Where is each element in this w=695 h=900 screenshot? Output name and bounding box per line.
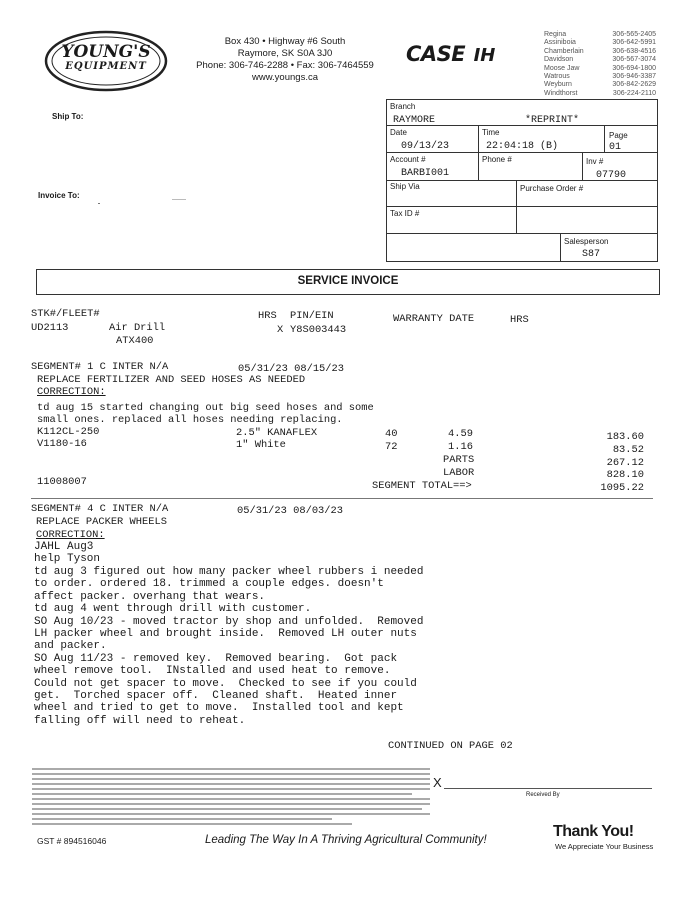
account-label: Account #	[390, 155, 426, 164]
branch-label: Branch	[390, 102, 416, 111]
location-row	[544, 31, 656, 39]
location-city: Davidson	[544, 56, 574, 64]
address-mark	[98, 203, 100, 204]
time-value: 22:04:18 (B)	[486, 141, 559, 152]
reprint-stamp: *REPRINT*	[525, 115, 580, 126]
segment-4-note: Could not get spacer to move. Checked to see if you could	[34, 677, 417, 690]
segment-4-note: wheel and tried to get to move. Installed tool and kept	[34, 702, 404, 715]
segment-4-note: LH packer wheel and brought inside. Removed LH outer nuts	[34, 627, 417, 640]
brand-name: CASE	[406, 42, 466, 66]
page-value: 01	[609, 142, 622, 153]
equipment-model: ATX400	[116, 335, 154, 347]
part-number: V1180-16	[37, 438, 87, 450]
segment-4-note: JAHL Aug3	[34, 541, 94, 553]
labor-total: 828.10	[606, 469, 644, 481]
segment-1-complaint: REPLACE FERTILIZER AND SEED HOSES AS NEEDED	[37, 374, 306, 386]
segment-4-note: get. Torched spacer off. Cleaned shaft. Heated inner	[34, 690, 398, 703]
company-logo	[44, 30, 168, 92]
part-description: 2.5" KANAFLEX	[236, 427, 318, 439]
segment-4-note: td aug 3 figured out how many packer wheel rubbers i needed	[34, 565, 424, 578]
location-phone: 306-842-2629	[612, 81, 656, 89]
segment-4-note: to order. ordered 18. trimmed a couple edges. doesn't	[34, 578, 384, 591]
address-line-1: Box 430 • Highway #6 South	[224, 36, 346, 47]
location-city: Windthorst	[544, 89, 578, 97]
date-label: Date	[390, 128, 407, 137]
part-description: 1" White	[236, 439, 286, 451]
part-line-total: 183.60	[606, 431, 644, 443]
segment-divider	[31, 498, 653, 499]
part-unit-price: 1.16	[448, 441, 473, 453]
pin-number: Y8S003443	[290, 324, 347, 336]
segment-1-note: td aug 15 started changing out big seed hoses and some	[37, 402, 374, 414]
ship-via-label: Ship Via	[390, 182, 420, 191]
segment-total-label: SEGMENT TOTAL==>	[372, 480, 472, 492]
location-city: Chamberlain	[544, 47, 584, 55]
page-label: Page	[609, 131, 628, 140]
salesperson-label: Salesperson	[564, 237, 609, 246]
location-phone: 306-567-3074	[612, 56, 656, 64]
signature-line	[444, 788, 652, 789]
invoice-number-value: 07790	[596, 170, 627, 181]
location-row	[544, 48, 656, 56]
location-row	[544, 39, 656, 47]
segment-4-complaint: REPLACE PACKER WHEELS	[36, 516, 167, 528]
invoice-to-label: Invoice To:	[38, 191, 80, 200]
document-title: SERVICE INVOICE	[297, 275, 399, 287]
location-city: Regina	[544, 31, 567, 38]
part-quantity: 40	[385, 428, 398, 440]
thank-you-text: Thank You!	[553, 823, 634, 840]
logo-name: YOUNG'S	[61, 42, 151, 62]
segment-4-correction-label: CORRECTION:	[36, 529, 105, 541]
warranty-date-header: WARRANTY DATE	[393, 313, 475, 325]
branch-locations	[544, 31, 656, 98]
segment-total: 1095.22	[600, 482, 644, 494]
brand-suffix: IH	[473, 45, 496, 66]
branch-value: RAYMORE	[393, 115, 436, 126]
address-mark	[172, 199, 186, 200]
appreciation-text: We Appreciate Your Business	[555, 842, 654, 851]
signature-mark: X	[433, 775, 442, 790]
stk-fleet-header: STK#/FLEET#	[31, 308, 100, 320]
location-row	[544, 65, 656, 73]
location-row	[544, 73, 656, 81]
company-slogan: Leading The Way In A Thriving Agricultural Community!	[205, 834, 487, 846]
phone-label: Phone #	[482, 155, 512, 164]
purchase-order-label: Purchase Order #	[520, 184, 584, 193]
continued-notice: CONTINUED ON PAGE 02	[388, 740, 513, 752]
ship-to-label: Ship To:	[52, 112, 84, 121]
segment-4-dates: 05/31/23 08/03/23	[237, 505, 344, 517]
location-phone: 306-642-5991	[612, 39, 656, 47]
logo-subtitle: EQUIPMENT	[65, 61, 147, 72]
part-line-total: 83.52	[612, 444, 644, 456]
segment-4-note: wheel remove tool. INstalled and used heat to remove.	[34, 665, 391, 678]
segment-1-dates: 05/31/23 08/15/23	[238, 363, 345, 375]
segment-4-note: SO Aug 10/23 - moved tractor by shop and unfolded. Removed	[34, 615, 424, 628]
hrs-header-2: HRS	[510, 314, 529, 326]
segment-4-note: SO Aug 11/23 - removed key. Removed bearing. Got pack	[34, 652, 398, 665]
location-city: Assiniboia	[544, 39, 576, 47]
location-phone: 306-565-2405	[612, 31, 656, 38]
location-city: Weyburn	[544, 81, 572, 89]
stock-number: UD2113	[31, 322, 69, 334]
segment-4-note: affect packer. overhang that wears.	[34, 590, 266, 603]
part-quantity: 72	[385, 441, 398, 453]
segment-1-correction-label: CORRECTION:	[37, 386, 106, 398]
part-number: K112CL-250	[37, 426, 100, 438]
address-line-2: Raymore, SK S0A 3J0	[237, 48, 333, 59]
location-row	[544, 81, 656, 89]
equipment-description: Air Drill	[109, 322, 166, 334]
time-label: Time	[482, 128, 500, 137]
company-website: www.youngs.ca	[251, 72, 318, 83]
location-city: Watrous	[544, 73, 570, 81]
location-row	[544, 90, 656, 98]
parts-label: PARTS	[443, 454, 475, 466]
segment-4-note: td aug 4 went through drill with customer.	[34, 603, 312, 616]
labor-label: LABOR	[443, 467, 475, 479]
location-phone: 306-694-1800	[612, 64, 656, 72]
segment-4-header: SEGMENT# 4 C INTER N/A	[31, 503, 169, 515]
date-value: 09/13/23	[401, 141, 450, 152]
parts-total: 267.12	[606, 457, 644, 469]
pin-prefix: X	[277, 324, 284, 336]
segment-1-note: small ones. replaced all hoses needing replacing.	[37, 414, 343, 426]
gst-number: GST # 894516046	[37, 836, 107, 846]
segment-4-note: and packer.	[34, 640, 107, 653]
hrs-header: HRS	[258, 310, 277, 322]
part-unit-price: 4.59	[448, 428, 473, 440]
case-ih-logo	[406, 42, 514, 72]
location-row	[544, 56, 656, 64]
tax-id-label: Tax ID #	[390, 209, 420, 218]
location-phone: 306-946-3387	[612, 73, 656, 81]
terms-and-conditions	[32, 766, 430, 828]
location-phone: 306-638-4516	[612, 47, 656, 55]
invoice-number-label: Inv #	[586, 157, 604, 166]
location-city: Moose Jaw	[544, 64, 580, 72]
company-address	[185, 36, 385, 84]
pin-header: PIN/EIN	[290, 310, 334, 322]
segment-4-notes	[34, 541, 423, 727]
received-by-label: Received By	[526, 792, 560, 798]
salesperson-value: S87	[582, 249, 601, 260]
company-phone: Phone: 306-746-2288 • Fax: 306-7464559	[196, 60, 374, 71]
segment-4-note: help Tyson	[34, 553, 101, 566]
location-phone: 306-224-2110	[612, 89, 656, 97]
segment-reference: 11008007	[37, 476, 87, 488]
segment-1-header: SEGMENT# 1 C INTER N/A	[31, 361, 169, 373]
account-value: BARBI001	[401, 168, 450, 179]
segment-4-note: falling off will need to reheat.	[34, 714, 246, 727]
